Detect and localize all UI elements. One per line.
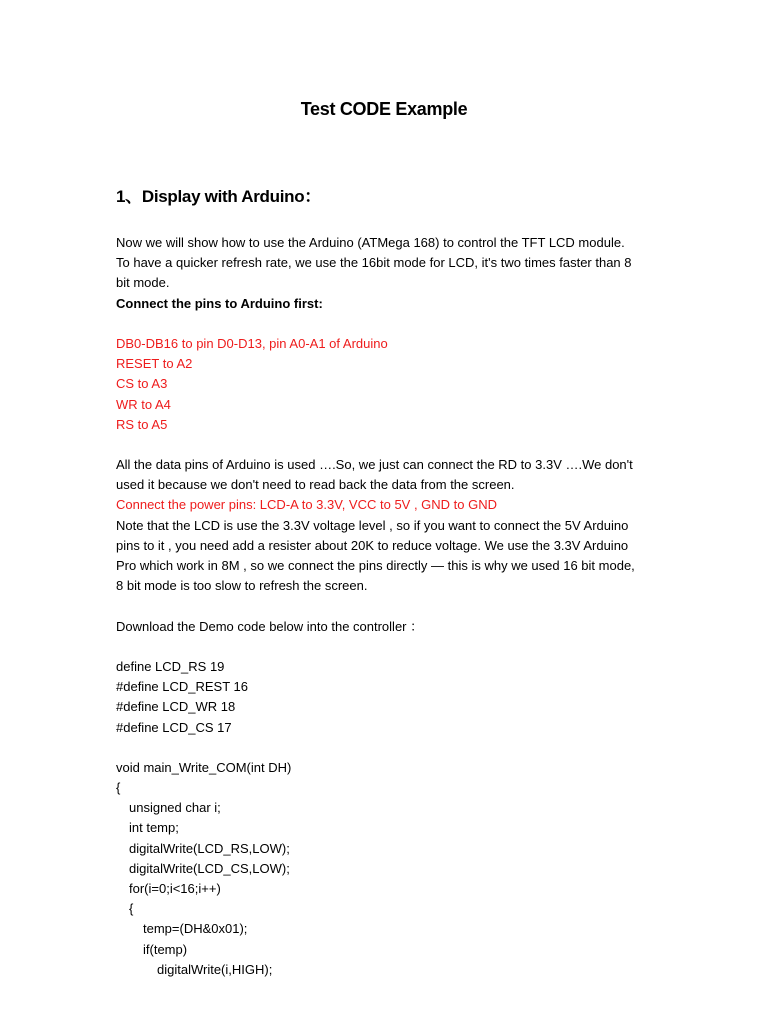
page-title: Test CODE Example [300,99,468,119]
spacer [116,596,676,616]
pin-map-line: WR to A4 [116,396,171,412]
intro-line: To have a quicker refresh rate, we use the 16bit mode for LCD, it's two times faster than 8 [116,255,632,271]
power-pins-line: Connect the power pins: LCD-A to 3.3V, VCC to 5V , GND to GND [116,497,498,513]
connect-pins-heading: Connect the pins to Arduino first: [116,295,323,311]
download-note: Download the Demo code below into the controller ： [116,618,424,634]
code-line: void main_Write_COM(int DH) [116,759,292,775]
spacer [116,637,676,657]
data-pins-note-line: used it because we don't need to read back the data from the screen. [116,477,515,493]
voltage-note-line: Pro which work in 8M , so we connect the pins directly — this is why we used 16 bit mode, [116,558,635,573]
define-line: #define LCD_REST 16 [116,679,249,695]
spacer [116,314,676,334]
define-line: define LCD_RS 19 [116,658,225,674]
code-line: int temp; [129,820,179,836]
voltage-note-line: Note that the LCD is use the 3.3V voltage level , so if you want to connect the 5V Arduino [116,517,629,533]
pin-map-line: RESET to A2 [116,356,193,372]
intro-line: Now we will show how to use the Arduino (ATMega 168) to control the TFT LCD module. [116,235,625,250]
code-line: temp=(DH&0x01); [143,921,248,937]
spacer [116,435,676,455]
pin-map-line: RS to A5 [116,416,168,432]
code-line: digitalWrite(LCD_RS,LOW); [129,840,290,856]
code-line: { [129,901,134,917]
pin-map-line: CS to A3 [116,376,168,392]
code-line: digitalWrite(LCD_CS,LOW); [129,860,290,876]
code-line: for(i=0;i<16;i++) [129,881,221,896]
code-line: digitalWrite(i,HIGH); [157,961,273,977]
voltage-note-line: pins to it , you need add a resister about 20K to reduce voltage. We use the 3.3V Arduino [116,537,629,553]
section-heading: 1、Display with Arduino： [116,187,321,206]
define-line: #define LCD_CS 17 [116,719,232,735]
spacer [116,738,676,758]
define-line: #define LCD_WR 18 [116,699,236,715]
code-line: unsigned char i; [129,800,221,816]
pin-map-line: DB0-DB16 to pin D0-D13, pin A0-A1 of Arduino [116,335,388,351]
code-line: { [116,780,121,796]
data-pins-note-line: All the data pins of Arduino is used ….So, we just can connect the RD to 3.3V ….We don't [116,457,633,473]
document-body [116,233,676,980]
code-line: if(temp) [143,941,188,957]
intro-line: bit mode. [116,275,170,291]
voltage-note-line: 8 bit mode is too slow to refresh the screen. [116,578,368,594]
